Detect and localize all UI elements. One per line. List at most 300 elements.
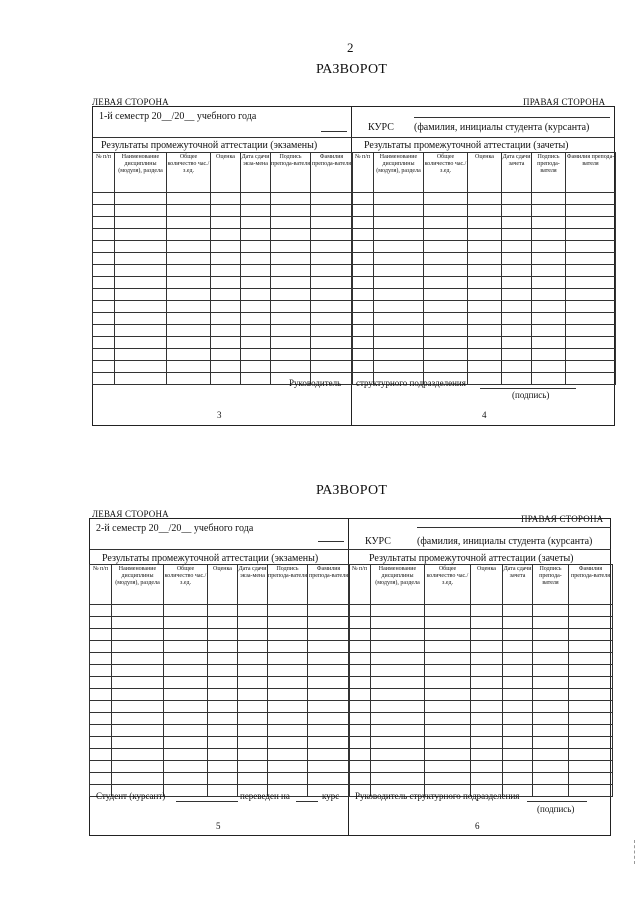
- table-cell: [268, 701, 308, 713]
- table-cell: [238, 641, 268, 653]
- table-cell: [90, 773, 112, 785]
- table-cell: [503, 665, 533, 677]
- table-cell: [424, 229, 468, 241]
- table-cell: [271, 217, 311, 229]
- table-cell: [208, 605, 238, 617]
- table-cell: [241, 265, 271, 277]
- table-cell: [241, 337, 271, 349]
- table-cell: [425, 605, 471, 617]
- spread-1-right-side-label: ПРАВАЯ СТОРОНА: [523, 97, 606, 107]
- table-cell: [208, 665, 238, 677]
- table-cell: [241, 241, 271, 253]
- table-cell: [112, 629, 164, 641]
- table-cell: [374, 349, 424, 361]
- table-row: [352, 349, 616, 361]
- table-cell: [241, 301, 271, 313]
- table-cell: [93, 265, 115, 277]
- table-row: [93, 217, 353, 229]
- table-cell: [471, 653, 503, 665]
- table-cell: [308, 677, 350, 689]
- table-cell: [532, 349, 566, 361]
- table-cell: [533, 785, 569, 797]
- table-cell: [352, 217, 374, 229]
- table-cell: [352, 241, 374, 253]
- table-row: [90, 665, 350, 677]
- table-cell: [566, 241, 616, 253]
- table-cell: [349, 749, 371, 761]
- table-cell: [90, 653, 112, 665]
- credit-col-signature: Подпись препода-вателя: [532, 153, 566, 193]
- table-row: [349, 725, 613, 737]
- table-cell: [566, 229, 616, 241]
- spread-1-footer-right: структурного подразделения: [356, 378, 466, 388]
- table-cell: [424, 193, 468, 205]
- table-cell: [308, 641, 350, 653]
- table-cell: [424, 301, 468, 313]
- table-cell: [471, 749, 503, 761]
- table-row: [352, 217, 616, 229]
- table-cell: [211, 337, 241, 349]
- table-cell: [167, 241, 211, 253]
- table-cell: [424, 205, 468, 217]
- table-cell: [238, 605, 268, 617]
- spread-1-left-divider: [93, 137, 352, 138]
- table-cell: [533, 761, 569, 773]
- table-cell: [352, 229, 374, 241]
- table-cell: [374, 205, 424, 217]
- credit-col-hours: Общее количество час./ з.ед.: [424, 153, 468, 193]
- spread-1-title: РАЗВОРОТ: [316, 62, 388, 77]
- table-cell: [112, 749, 164, 761]
- table-row: [349, 677, 613, 689]
- table-cell: [471, 641, 503, 653]
- spread-2-semester-line: [318, 541, 344, 542]
- table-cell: [502, 373, 532, 385]
- table-cell: [503, 617, 533, 629]
- exam-col-number: № п/п: [90, 565, 112, 605]
- table-cell: [468, 193, 502, 205]
- table-cell: [569, 785, 613, 797]
- table-cell: [374, 277, 424, 289]
- table-cell: [425, 665, 471, 677]
- table-cell: [268, 641, 308, 653]
- credit-col-date: Дата сдачи зачета: [503, 565, 533, 605]
- credit-col-discipline: Наименование дисциплины (модуля), раздела: [371, 565, 425, 605]
- table-cell: [468, 361, 502, 373]
- table-cell: [503, 653, 533, 665]
- credit-col-surname: Фамилия препода-вателя: [566, 153, 616, 193]
- table-row: [93, 289, 353, 301]
- spread-1-credits-table: [351, 152, 616, 385]
- table-cell: [352, 301, 374, 313]
- table-cell: [311, 313, 353, 325]
- table-cell: [349, 689, 371, 701]
- table-cell: [349, 737, 371, 749]
- table-cell: [308, 605, 350, 617]
- table-cell: [374, 253, 424, 265]
- table-cell: [371, 605, 425, 617]
- table-cell: [238, 689, 268, 701]
- table-cell: [311, 229, 353, 241]
- table-cell: [468, 217, 502, 229]
- table-cell: [566, 301, 616, 313]
- table-cell: [167, 361, 211, 373]
- table-cell: [468, 301, 502, 313]
- table-cell: [211, 241, 241, 253]
- table-cell: [371, 761, 425, 773]
- table-cell: [238, 665, 268, 677]
- exam-col-grade: Оценка: [211, 153, 241, 193]
- table-cell: [533, 617, 569, 629]
- table-cell: [241, 253, 271, 265]
- table-cell: [569, 605, 613, 617]
- table-cell: [238, 737, 268, 749]
- table-row: [349, 761, 613, 773]
- table-cell: [115, 229, 167, 241]
- spread-2-course-line: [296, 801, 318, 802]
- spread-1-left-side-label: ЛЕВАЯ СТОРОНА: [92, 97, 169, 107]
- table-row: [93, 277, 353, 289]
- table-cell: [425, 653, 471, 665]
- table-cell: [115, 301, 167, 313]
- table-cell: [115, 277, 167, 289]
- table-cell: [371, 629, 425, 641]
- table-cell: [371, 641, 425, 653]
- table-cell: [112, 617, 164, 629]
- table-cell: [164, 773, 208, 785]
- table-cell: [211, 349, 241, 361]
- table-cell: [115, 265, 167, 277]
- table-cell: [271, 265, 311, 277]
- table-row: [90, 629, 350, 641]
- table-cell: [566, 217, 616, 229]
- table-cell: [533, 749, 569, 761]
- table-row: [90, 677, 350, 689]
- table-cell: [311, 205, 353, 217]
- table-cell: [502, 253, 532, 265]
- table-cell: [268, 713, 308, 725]
- exam-col-date: Дата сдачи экза-мена: [241, 153, 271, 193]
- table-cell: [93, 301, 115, 313]
- table-cell: [268, 665, 308, 677]
- table-cell: [374, 241, 424, 253]
- table-cell: [569, 617, 613, 629]
- spread-2-footer-transfer: переведен на: [240, 791, 290, 801]
- table-cell: [371, 737, 425, 749]
- table-cell: [268, 737, 308, 749]
- table-cell: [93, 373, 115, 385]
- table-cell: [425, 677, 471, 689]
- table-cell: [533, 713, 569, 725]
- spread-2-left-side-label: ЛЕВАЯ СТОРОНА: [92, 509, 169, 519]
- table-cell: [311, 277, 353, 289]
- table-cell: [468, 313, 502, 325]
- table-cell: [533, 701, 569, 713]
- table-cell: [566, 277, 616, 289]
- table-cell: [566, 205, 616, 217]
- table-cell: [308, 749, 350, 761]
- table-cell: [268, 677, 308, 689]
- table-cell: [374, 313, 424, 325]
- table-cell: [503, 737, 533, 749]
- spread-1-footer-left: Руководитель: [289, 378, 342, 388]
- table-cell: [532, 337, 566, 349]
- table-row: [349, 605, 613, 617]
- table-row: [349, 737, 613, 749]
- table-cell: [566, 193, 616, 205]
- table-cell: [90, 701, 112, 713]
- table-cell: [424, 217, 468, 229]
- table-cell: [468, 253, 502, 265]
- table-cell: [112, 641, 164, 653]
- table-cell: [115, 241, 167, 253]
- table-cell: [502, 265, 532, 277]
- credit-col-surname: Фамилия препода-вателя: [569, 565, 613, 605]
- credit-col-grade: Оценка: [468, 153, 502, 193]
- spread-1-student-name-line: [414, 117, 610, 118]
- table-cell: [566, 337, 616, 349]
- spread-1-course-label: КУРС: [368, 122, 394, 133]
- table-cell: [208, 653, 238, 665]
- table-cell: [311, 265, 353, 277]
- table-cell: [241, 289, 271, 301]
- table-cell: [532, 217, 566, 229]
- table-cell: [352, 289, 374, 301]
- table-cell: [308, 737, 350, 749]
- table-cell: [468, 289, 502, 301]
- table-cell: [352, 253, 374, 265]
- spread-2-frame: [89, 518, 611, 836]
- table-row: [90, 773, 350, 785]
- table-cell: [352, 325, 374, 337]
- table-cell: [502, 361, 532, 373]
- table-cell: [532, 253, 566, 265]
- table-row: [349, 641, 613, 653]
- table-cell: [90, 713, 112, 725]
- table-cell: [93, 325, 115, 337]
- table-cell: [532, 265, 566, 277]
- table-cell: [93, 241, 115, 253]
- table-cell: [349, 701, 371, 713]
- table-cell: [90, 737, 112, 749]
- table-cell: [268, 653, 308, 665]
- table-cell: [238, 701, 268, 713]
- table-cell: [468, 277, 502, 289]
- table-cell: [471, 617, 503, 629]
- table-cell: [352, 349, 374, 361]
- table-cell: [271, 193, 311, 205]
- table-cell: [503, 761, 533, 773]
- table-row: [349, 629, 613, 641]
- spread-2-exams-table: [89, 564, 350, 797]
- table-cell: [471, 677, 503, 689]
- table-row: [349, 749, 613, 761]
- table-cell: [112, 605, 164, 617]
- table-cell: [90, 749, 112, 761]
- table-cell: [93, 361, 115, 373]
- table-cell: [371, 653, 425, 665]
- exam-col-number: № п/п: [93, 153, 115, 193]
- table-cell: [115, 373, 167, 385]
- table-cell: [371, 773, 425, 785]
- table-row: [93, 361, 353, 373]
- table-cell: [208, 773, 238, 785]
- table-cell: [533, 677, 569, 689]
- table-row: [352, 337, 616, 349]
- table-cell: [211, 229, 241, 241]
- table-cell: [471, 761, 503, 773]
- table-cell: [425, 737, 471, 749]
- table-cell: [164, 713, 208, 725]
- table-cell: [533, 665, 569, 677]
- table-cell: [211, 277, 241, 289]
- table-cell: [374, 289, 424, 301]
- table-row: [90, 701, 350, 713]
- table-row: [93, 229, 353, 241]
- table-row: [349, 653, 613, 665]
- table-cell: [311, 193, 353, 205]
- table-cell: [268, 629, 308, 641]
- spread-2-title: РАЗВОРОТ: [316, 483, 388, 498]
- table-cell: [308, 689, 350, 701]
- table-cell: [425, 761, 471, 773]
- table-cell: [115, 313, 167, 325]
- table-cell: [533, 641, 569, 653]
- table-cell: [268, 761, 308, 773]
- table-cell: [566, 265, 616, 277]
- table-cell: [569, 641, 613, 653]
- spread-2-footer-course: курс: [322, 791, 340, 801]
- table-cell: [238, 725, 268, 737]
- table-cell: [271, 301, 311, 313]
- table-row: [90, 737, 350, 749]
- table-cell: [112, 665, 164, 677]
- table-cell: [238, 677, 268, 689]
- table-cell: [532, 301, 566, 313]
- table-cell: [533, 737, 569, 749]
- table-cell: [566, 289, 616, 301]
- table-row: [349, 701, 613, 713]
- table-row: [93, 313, 353, 325]
- table-cell: [241, 193, 271, 205]
- table-cell: [425, 773, 471, 785]
- table-cell: [371, 665, 425, 677]
- table-cell: [424, 325, 468, 337]
- table-cell: [349, 761, 371, 773]
- table-row: [349, 617, 613, 629]
- table-cell: [502, 325, 532, 337]
- table-row: [352, 229, 616, 241]
- table-row: [90, 761, 350, 773]
- spread-2-right-divider: [349, 549, 611, 550]
- spread-1-left-page: [93, 107, 352, 425]
- table-row: [352, 205, 616, 217]
- table-row: [349, 773, 613, 785]
- table-cell: [311, 241, 353, 253]
- table-cell: [471, 725, 503, 737]
- spread-2-left-page: [90, 519, 349, 835]
- table-cell: [241, 313, 271, 325]
- table-cell: [164, 617, 208, 629]
- table-cell: [211, 313, 241, 325]
- table-cell: [93, 205, 115, 217]
- table-cell: [424, 265, 468, 277]
- table-cell: [425, 701, 471, 713]
- table-cell: [502, 301, 532, 313]
- table-cell: [569, 725, 613, 737]
- table-cell: [503, 773, 533, 785]
- table-cell: [533, 773, 569, 785]
- table-row: [352, 289, 616, 301]
- table-cell: [90, 641, 112, 653]
- spread-1-credits-header: Результаты промежуточной аттестации (зачеты): [364, 140, 569, 151]
- exam-col-date: Дата сдачи экза-мена: [238, 565, 268, 605]
- table-cell: [115, 289, 167, 301]
- table-cell: [167, 337, 211, 349]
- table-cell: [349, 725, 371, 737]
- spread-1-exams-header: Результаты промежуточной аттестации (экзамены): [101, 140, 318, 151]
- table-cell: [471, 701, 503, 713]
- table-cell: [211, 289, 241, 301]
- table-cell: [468, 241, 502, 253]
- table-cell: [532, 313, 566, 325]
- table-cell: [115, 337, 167, 349]
- table-cell: [502, 349, 532, 361]
- spread-2-left-page-number: 5: [216, 821, 221, 831]
- table-cell: [569, 689, 613, 701]
- table-cell: [425, 749, 471, 761]
- table-cell: [371, 749, 425, 761]
- table-cell: [468, 325, 502, 337]
- spread-2-right-page: [349, 519, 610, 835]
- table-cell: [271, 229, 311, 241]
- table-cell: [164, 677, 208, 689]
- table-cell: [208, 725, 238, 737]
- table-cell: [352, 265, 374, 277]
- table-cell: [164, 641, 208, 653]
- exam-col-hours: Общее количество час./ з.ед.: [164, 565, 208, 605]
- table-row: [349, 713, 613, 725]
- table-cell: [532, 361, 566, 373]
- table-cell: [208, 713, 238, 725]
- spread-2-student-name-line: [417, 527, 611, 528]
- credit-col-discipline: Наименование дисциплины (модуля), раздела: [374, 153, 424, 193]
- table-cell: [374, 325, 424, 337]
- table-cell: [90, 677, 112, 689]
- table-cell: [502, 289, 532, 301]
- spread-1-right-page: [352, 107, 614, 425]
- table-cell: [349, 677, 371, 689]
- table-row: [352, 361, 616, 373]
- table-row: [93, 253, 353, 265]
- table-cell: [271, 253, 311, 265]
- table-cell: [533, 725, 569, 737]
- table-cell: [308, 653, 350, 665]
- table-cell: [167, 253, 211, 265]
- table-cell: [268, 749, 308, 761]
- table-cell: [271, 349, 311, 361]
- table-cell: [167, 313, 211, 325]
- table-row: [352, 277, 616, 289]
- scan-edge-mark: [634, 840, 635, 864]
- table-cell: [425, 641, 471, 653]
- table-cell: [164, 725, 208, 737]
- table-row: [352, 253, 616, 265]
- table-cell: [569, 713, 613, 725]
- spread-1-left-page-number: 3: [217, 410, 222, 420]
- table-row: [352, 325, 616, 337]
- table-cell: [167, 277, 211, 289]
